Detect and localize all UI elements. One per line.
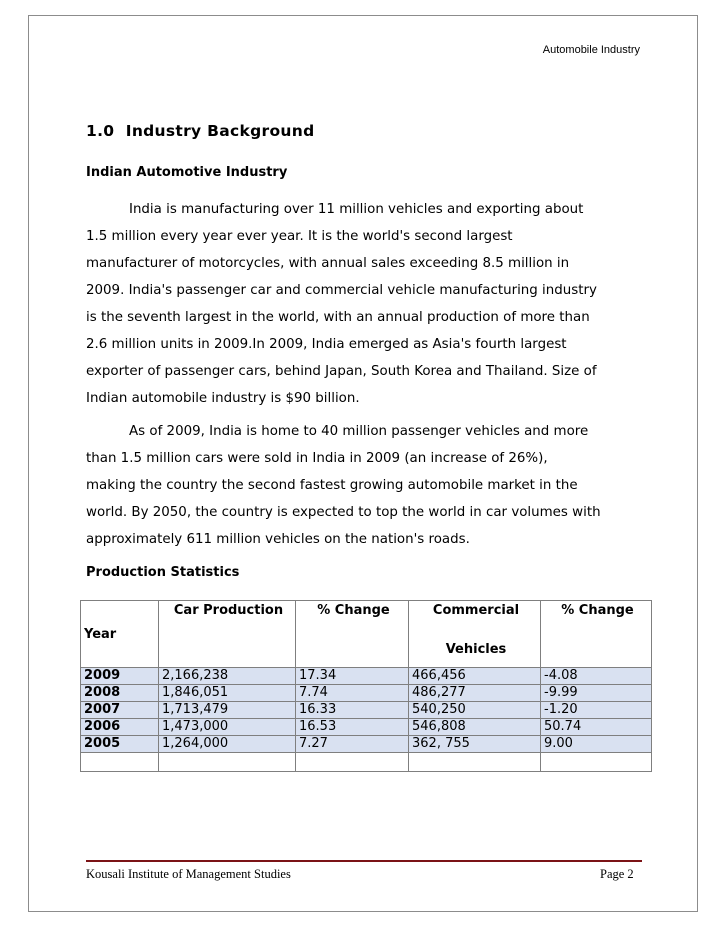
table-row-empty: [81, 753, 652, 772]
production-table: [80, 600, 652, 772]
header-commercial-line2: Vehicles: [445, 642, 507, 657]
header-car-production: Car Production: [159, 601, 296, 668]
cell-year: 2009: [81, 668, 159, 685]
cell-pct-change-2: 50.74: [541, 719, 652, 736]
cell-car-production: 1,713,479: [159, 702, 296, 719]
footer-institute: Kousali Institute of Management Studies: [86, 867, 291, 881]
paragraph-2: [86, 418, 646, 553]
paragraph-1: [86, 196, 646, 412]
cell-pct-change-2: 9.00: [541, 736, 652, 753]
cell-year: 2005: [81, 736, 159, 753]
text-line: world. By 2050, the country is expected to top the world in car volumes with: [86, 505, 601, 520]
text-line: 2009. India's passenger car and commercial vehicle manufacturing industry: [86, 283, 597, 298]
cell-pct-change-2: -1.20: [541, 702, 652, 719]
subsection-heading: Indian Automotive Industry: [86, 165, 288, 180]
text-line: making the country the second fastest growing automobile market in the: [86, 478, 578, 493]
text-line: As of 2009, India is home to 40 million passenger vehicles and more: [129, 424, 589, 439]
header-pct-change-2: % Change: [541, 601, 652, 668]
cell-commercial: 540,250: [409, 702, 541, 719]
cell-pct-change-2: -9.99: [541, 685, 652, 702]
cell-pct-change: 16.33: [296, 702, 409, 719]
stats-heading: Production Statistics: [86, 565, 240, 580]
cell-year: 2008: [81, 685, 159, 702]
text-line: is the seventh largest in the world, with an annual production of more than: [86, 310, 590, 325]
cell-year: 2006: [81, 719, 159, 736]
header-pct-change: % Change: [296, 601, 409, 668]
cell-car-production: 2,166,238: [159, 668, 296, 685]
cell-pct-change: 16.53: [296, 719, 409, 736]
cell-car-production: 1,473,000: [159, 719, 296, 736]
cell-commercial: 362, 755: [409, 736, 541, 753]
table-row: [81, 719, 652, 736]
text-line: approximately 611 million vehicles on the nation's roads.: [86, 532, 470, 547]
section-heading: 1.0 Industry Background: [86, 122, 315, 140]
table-header-row: [81, 601, 652, 668]
text-line: manufacturer of motorcycles, with annual sales exceeding 8.5 million in: [86, 256, 570, 271]
cell-commercial: 486,277: [409, 685, 541, 702]
text-line: 1.5 million every year ever year. It is the world's second largest: [86, 229, 513, 244]
table-row: [81, 668, 652, 685]
text-line: Indian automobile industry is $90 billion.: [86, 391, 360, 406]
cell-pct-change: 7.27: [296, 736, 409, 753]
cell-car-production: 1,846,051: [159, 685, 296, 702]
cell-car-production: 1,264,000: [159, 736, 296, 753]
text-line: than 1.5 million cars were sold in India in 2009 (an increase of 26%),: [86, 451, 548, 466]
footer-divider: [86, 860, 642, 862]
header-year: Year: [81, 601, 159, 668]
table-row: [81, 736, 652, 753]
header-commercial-line1: Commercial: [432, 603, 520, 618]
table-row: [81, 702, 652, 719]
running-header: Automobile Industry: [542, 44, 640, 56]
cell-year: 2007: [81, 702, 159, 719]
cell-pct-change: 17.34: [296, 668, 409, 685]
cell-pct-change: 7.74: [296, 685, 409, 702]
footer-page-number: Page 2: [600, 867, 634, 881]
text-line: 2.6 million units in 2009.In 2009, India emerged as Asia's fourth largest: [86, 337, 567, 352]
cell-pct-change-2: -4.08: [541, 668, 652, 685]
table-row: [81, 685, 652, 702]
text-line: India is manufacturing over 11 million vehicles and exporting about: [129, 202, 584, 217]
cell-commercial: 466,456: [409, 668, 541, 685]
text-line: exporter of passenger cars, behind Japan, South Korea and Thailand. Size of: [86, 364, 597, 379]
header-commercial-vehicles: [409, 601, 541, 668]
cell-commercial: 546,808: [409, 719, 541, 736]
